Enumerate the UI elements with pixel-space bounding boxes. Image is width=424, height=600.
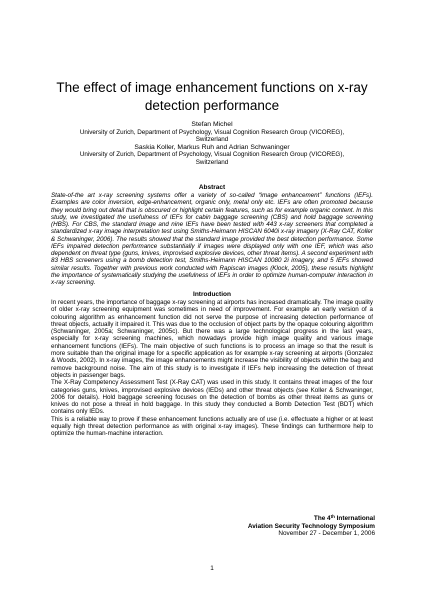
author-block — [40, 121, 384, 167]
conference-title: The 4th International — [313, 514, 375, 522]
intro-paragraph: This is a reliable way to prove if these enhancement functions actually are of use (i.e. effectuate a higher or at least equally high threat detection performance as with original x-ray images). These findings can furthermore help to optimize the human-machine interaction. — [51, 415, 373, 438]
conference-dates: November 27 - December 1, 2006 — [278, 530, 375, 538]
introduction-body — [51, 299, 373, 438]
title-line-2: detection performance — [144, 98, 280, 113]
conference-footer — [248, 515, 375, 538]
author-name: Saskia Koller, Markus Ruh and Adrian Schwaninger — [134, 143, 290, 151]
abstract-text: State-of-the art x-ray screening systems offer a variety of so-called “image enhancement” functions (IEFs). Examples are color inversion, edge-enhancement, organic only, metal only etc. IEFs are often promoted because they would bring out detail that is obscured or highlight certain features, such as for example organic content. In this study, we investigated the usefulness of IEFs for cabin baggage screening (CBS) and hold baggage screening (HBS). For CBS, the standard image and nine IEFs have been tested with 443 x-ray screeners that completed a standardized x-ray image interpretation test using Smiths-Heimann HISCAN 6040i x-ray imagery (X-Ray CAT, Koller & Schwaninger, 2006). The results showed that the standard image provided the best detection performance. Some IEFs impaired detection performance substantially if images were displayed only with one IEF, which was also dependent on threat type (guns, knives, improvised explosive devices, other threat items). A second experiment with 83 HBS screeners using a bomb detection test, Smiths-Heimann HISCAN 10080 2i imagery, and 5 IEFs showed similar results. Together with previous work conducted with Rapiscan images (Klock, 2005), these results highlight the importance of systematically studying the usefulness of IEFs in order to optimize human-computer interaction in x-ray screening. — [51, 192, 373, 286]
author-name: Stefan Michel — [191, 121, 233, 128]
introduction-heading: Introduction — [193, 291, 231, 298]
author-affiliation-country: Switzerland — [195, 136, 229, 144]
intro-paragraph: The X-Ray Competency Assessment Test (X-Ray CAT) was used in this study. It contains threat images of the four categories guns, knives, improvised explosive devices (IEDs) and other threat objects (see Koller & Schwaninger, 2006 for details). Hold baggage screening focuses on the detection of bombs as other threat items as guns or knives do not pose a threat in hold baggage. In this study they conducted a Bomb Detection Test (BDT) which contains only IEDs. — [51, 379, 373, 416]
conference-name: Aviation Security Technology Symposium — [247, 522, 375, 530]
abstract-heading: Abstract — [198, 184, 226, 191]
author-affiliation: University of Zurich, Department of Psychology, Visual Cognition Research Group (VICOREG), — [79, 128, 345, 136]
page-number: 1 — [210, 565, 214, 572]
paper-title — [40, 79, 384, 115]
author-affiliation-country: Switzerland — [195, 158, 229, 166]
intro-paragraph: In recent years, the importance of baggage x-ray screening at airports has increased dramatically. The image quality of older x-ray screening equipment was sometimes in need of improvement. For example an early version of a colouring algorithm as enhancement function did not serve the purpose of increasing detection performance of threat objects, actually it impaired it. This was due to the occlusion of object parts by the opaque colouring algorithm (Schwaninger, 2005a; Schwaninger, 2005c). But there was a large technological progress in the last years, especially for x-ray screening machines, which nowadays provide high image quality and various image enhancement functions (IEFs). The main objective of such functions is to process an image so that the result is more suitable than the original image for a specific application as for example x-ray screening at airports (Gonzalez & Woods, 2002). In x-ray images, the image enhancements might increase the visibility of objects within the bag and remove background noise. The aim of this study is to investigate if IEFs help increasing the detection of threat objects in passenger bags. — [51, 299, 373, 379]
author-affiliation: University of Zurich, Department of Psychology, Visual Cognition Research Group (VICOREG), — [79, 151, 345, 159]
title-line-1: The effect of image enhancement functions on x-ray — [56, 80, 368, 95]
